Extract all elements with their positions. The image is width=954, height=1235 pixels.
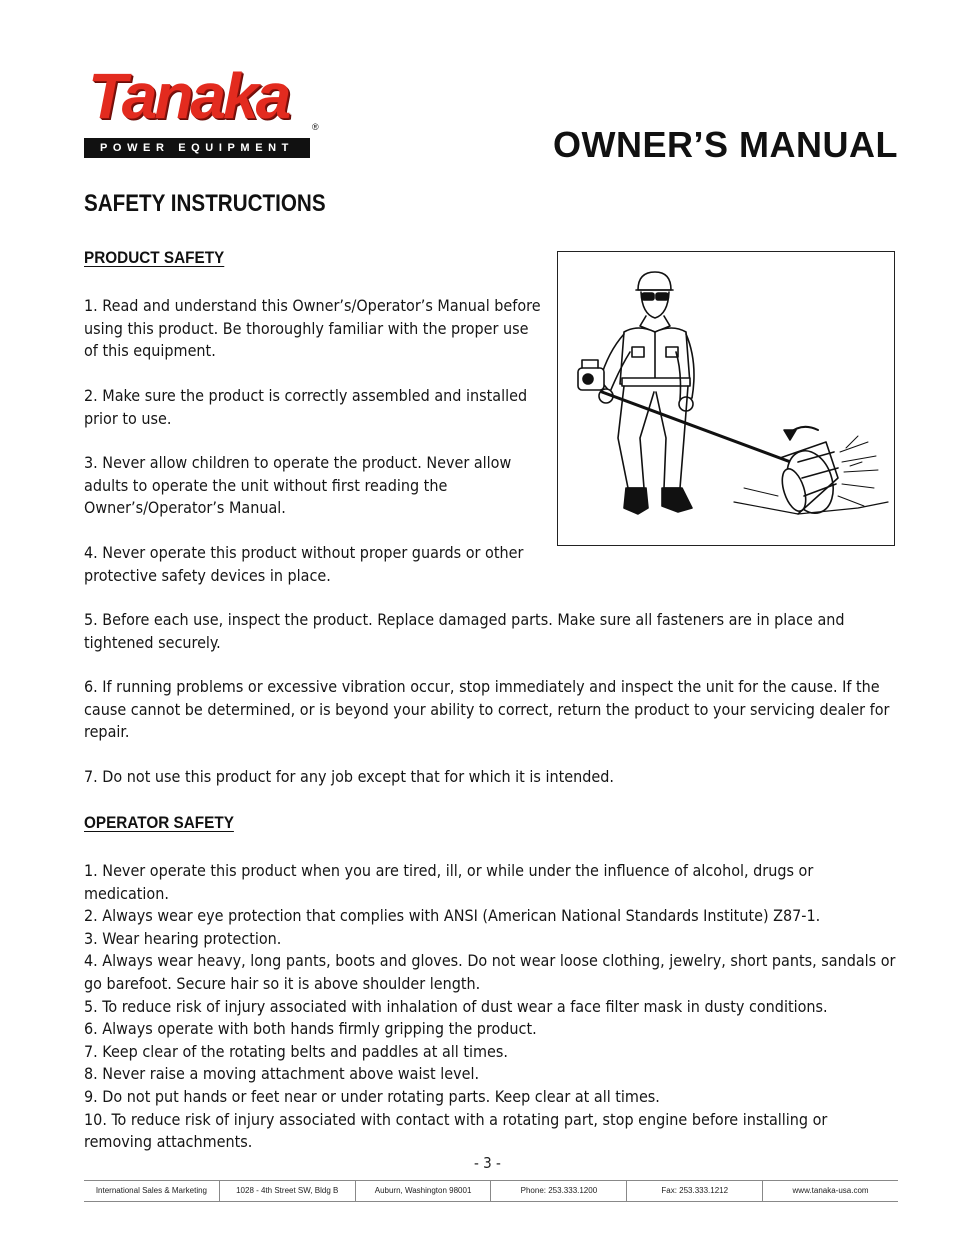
product-safety-item: 7. Do not use this product for any job except that for which it is intended. — [84, 767, 614, 786]
footer-company: International Sales & Marketing — [95, 1186, 207, 1195]
section-title: SAFETY INSTRUCTIONS — [84, 190, 326, 217]
footer-street: 1028 - 4th Street SW, Bldg B — [219, 1181, 355, 1201]
footer-city: Auburn, Washington 98001 — [355, 1181, 491, 1201]
operator-safety-item: 5. To reduce risk of injury associated with inhalation of dust wear a face filter mask in dusty conditions. — [84, 996, 828, 1016]
operator-sweeper-icon — [558, 252, 896, 547]
operator-safety-item: 8. Never raise a moving attachment above waist level. — [84, 1064, 480, 1084]
operator-illustration — [557, 251, 895, 546]
operator-safety-item: 3. Wear hearing protection. — [84, 928, 282, 948]
operator-safety-item: 1. Never operate this product when you are tired, ill, or while under the influence of alcohol, drugs or medication. — [84, 861, 814, 903]
product-safety-item: 3. Never allow children to operate the product. Never allow adults to operate the unit without first reading the Owner’s/Operator’s Manual. — [84, 453, 512, 518]
product-safety-item: 4. Never operate this product without proper guards or other protective safety devices in place. — [84, 543, 524, 585]
footer-contact-bar — [84, 1180, 898, 1202]
operator-safety-item: 10. To reduce risk of injury associated with contact with a rotating part, stop engine before installing or removing attachments. — [84, 1109, 828, 1152]
operator-safety-heading: OPERATOR SAFETY — [84, 813, 234, 832]
brand-tagline: POWER EQUIPMENT — [84, 138, 310, 158]
footer-website[interactable]: www.tanaka-usa.com — [762, 1181, 898, 1201]
brand-wordmark: Tanaka — [88, 60, 289, 132]
product-safety-item: 2. Make sure the product is correctly assembled and installed prior to use. — [84, 386, 528, 428]
operator-safety-item: 6. Always operate with both hands firmly gripping the product. — [84, 1019, 537, 1039]
product-safety-item: 1. Read and understand this Owner’s/Operator’s Manual before using this product. Be thoroughly familiar with the proper use of this equipment. — [84, 296, 541, 361]
product-safety-heading: PRODUCT SAFETY — [84, 248, 225, 267]
operator-safety-item: 7. Keep clear of the rotating belts and paddles at all times. — [84, 1041, 508, 1061]
operator-safety-item: 4. Always wear heavy, long pants, boots and gloves. Do not wear loose clothing, jewelry, short pants, sandals or go barefoot. Secure hair so it is above shoulder length. — [84, 951, 896, 993]
footer-phone: Phone: 253.333.1200 — [490, 1181, 626, 1201]
product-safety-item: 5. Before each use, inspect the product. Replace damaged parts. Make sure all fasteners are in place and tightened securely. — [84, 610, 845, 652]
page-number: - 3 - — [474, 1154, 501, 1172]
operator-safety-list — [84, 860, 899, 1154]
registered-mark: ® — [312, 122, 319, 132]
operator-safety-item: 9. Do not put hands or feet near or under rotating parts. Keep clear at all times. — [84, 1086, 660, 1106]
footer-fax: Fax: 253.333.1212 — [626, 1181, 762, 1201]
document-title: OWNER’S MANUAL — [553, 124, 898, 165]
product-safety-item: 6. If running problems or excessive vibration occur, stop immediately and inspect the unit for the cause. If the cause cannot be determined, or is beyond your ability to correct, return the product to your servicing dealer for repair. — [84, 677, 890, 742]
brand-logo — [82, 52, 327, 164]
operator-safety-item: 2. Always wear eye protection that complies with ANSI (American National Standards Institute) Z87-1. — [84, 906, 821, 926]
